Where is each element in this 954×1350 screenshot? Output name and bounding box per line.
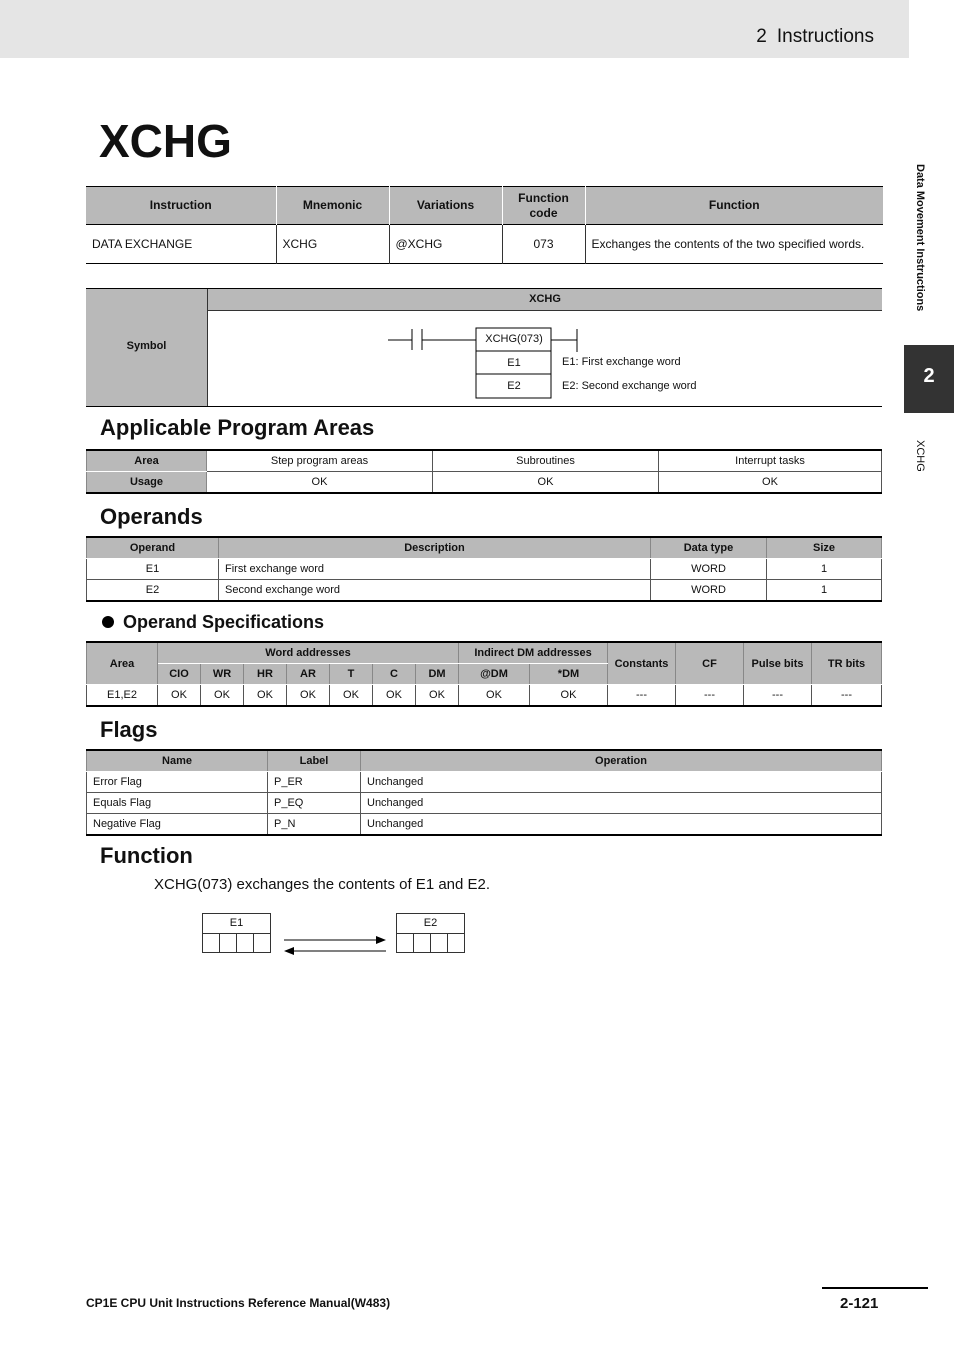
areas-row-header-area: Area xyxy=(87,450,207,472)
page-title: XCHG xyxy=(99,115,232,167)
spec-cell: E1,E2 xyxy=(87,685,158,707)
usage-interrupt-tasks: OK xyxy=(659,472,882,494)
table-row xyxy=(87,685,882,707)
flag-name: Negative Flag xyxy=(87,814,268,836)
diagram-e2-box xyxy=(396,913,465,953)
operand-data-type: WORD xyxy=(651,559,767,580)
table-row xyxy=(87,772,882,793)
symbol-label: Symbol xyxy=(126,340,167,352)
spec-sub-star-dm: *DM xyxy=(530,664,608,685)
flag-name: Equals Flag xyxy=(87,793,268,814)
chapter-title: Instructions xyxy=(776,26,874,47)
diagram-e1-box xyxy=(202,913,271,953)
function-description: XCHG(073) exchanges the contents of E1 and E2. xyxy=(154,876,491,893)
spec-cell: --- xyxy=(676,685,744,707)
chapter-number: 2 xyxy=(756,26,767,47)
operands-header-operand: Operand xyxy=(87,537,219,559)
footer-rule xyxy=(822,1287,928,1289)
cell-function-code: 073 xyxy=(502,225,585,264)
flags-header-name: Name xyxy=(87,750,268,772)
diagram-e1-label: E1 xyxy=(203,914,270,934)
operand-e2-description: E2: Second exchange word xyxy=(562,380,697,392)
spec-sub-ar: AR xyxy=(287,664,330,685)
flags-table xyxy=(86,749,882,836)
flags-header-label: Label xyxy=(268,750,361,772)
cell-instruction: DATA EXCHANGE xyxy=(86,225,276,264)
usage-step-program: OK xyxy=(207,472,433,494)
spec-cell: --- xyxy=(744,685,812,707)
chapter-header xyxy=(756,26,874,48)
header-variations: Variations xyxy=(389,187,502,225)
spec-cell: OK xyxy=(244,685,287,707)
flags-header-operation: Operation xyxy=(361,750,882,772)
flag-operation: Unchanged xyxy=(361,814,882,836)
instruction-box-title: XCHG(073) xyxy=(485,333,543,345)
spec-cell: OK xyxy=(459,685,530,707)
spec-cell: OK xyxy=(201,685,244,707)
spec-sub-t: T xyxy=(330,664,373,685)
spec-header-tr-bits: TR bits xyxy=(812,642,882,685)
spec-sub-at-dm: @DM xyxy=(459,664,530,685)
operand-description: First exchange word xyxy=(219,559,651,580)
cell-mnemonic: XCHG xyxy=(276,225,389,264)
side-section-label xyxy=(912,164,932,344)
usage-subroutines: OK xyxy=(433,472,659,494)
footer-page-number: 2-121 xyxy=(840,1295,879,1312)
operand-size: 1 xyxy=(767,559,882,580)
spec-cell: --- xyxy=(812,685,882,707)
areas-row-header-usage: Usage xyxy=(87,472,207,494)
spec-header-constants: Constants xyxy=(608,642,676,685)
symbol-header: XCHG xyxy=(208,289,882,311)
chapter-tab: 2 xyxy=(904,345,954,413)
operands-header-description: Description xyxy=(219,537,651,559)
spec-cell: OK xyxy=(158,685,201,707)
flag-operation: Unchanged xyxy=(361,793,882,814)
header-function-code: Function code xyxy=(502,187,585,225)
spec-sub-c: C xyxy=(373,664,416,685)
spec-header-pulse-bits: Pulse bits xyxy=(744,642,812,685)
flag-name: Error Flag xyxy=(87,772,268,793)
spec-cell: --- xyxy=(608,685,676,707)
flag-label: P_EQ xyxy=(268,793,361,814)
spec-cell: OK xyxy=(416,685,459,707)
section-operands: Operands xyxy=(100,504,203,529)
spec-sub-wr: WR xyxy=(201,664,244,685)
spec-cell: OK xyxy=(530,685,608,707)
instruction-table xyxy=(86,186,883,264)
operand-e1: E1 xyxy=(507,357,521,369)
spec-header-area: Area xyxy=(87,642,158,685)
header-mnemonic: Mnemonic xyxy=(276,187,389,225)
spec-header-cf: CF xyxy=(676,642,744,685)
operand-name: E2 xyxy=(87,580,219,602)
spec-cell: OK xyxy=(373,685,416,707)
diagram-e2-label: E2 xyxy=(397,914,464,934)
spec-sub-cio: CIO xyxy=(158,664,201,685)
program-areas-table xyxy=(86,449,882,494)
cell-variations: @XCHG xyxy=(389,225,502,264)
operand-description: Second exchange word xyxy=(219,580,651,602)
spec-header-word-addresses: Word addresses xyxy=(158,642,459,664)
flag-operation: Unchanged xyxy=(361,772,882,793)
areas-step-program: Step program areas xyxy=(207,450,433,472)
spec-sub-hr: HR xyxy=(244,664,287,685)
operand-e2: E2 xyxy=(507,380,521,392)
cell-function: Exchanges the contents of the two specified words. xyxy=(585,225,883,264)
table-row xyxy=(87,580,882,602)
footer-manual-title: CP1E CPU Unit Instructions Reference Manual(W483) xyxy=(86,1296,391,1310)
header-instruction: Instruction xyxy=(86,187,276,225)
table-row xyxy=(87,793,882,814)
side-instruction-text: XCHG xyxy=(914,440,926,472)
operands-table xyxy=(86,536,882,602)
symbol-box xyxy=(86,288,882,407)
bullet-icon xyxy=(102,616,114,628)
table-row xyxy=(87,814,882,836)
subsection-operand-specifications: Operand Specifications xyxy=(123,612,325,632)
side-instruction-label xyxy=(912,440,932,500)
areas-interrupt-tasks: Interrupt tasks xyxy=(659,450,882,472)
side-section-text: Data Movement Instructions xyxy=(914,164,926,312)
section-applicable-program-areas: Applicable Program Areas xyxy=(100,415,375,440)
spec-sub-dm: DM xyxy=(416,664,459,685)
operands-header-data-type: Data type xyxy=(651,537,767,559)
operand-size: 1 xyxy=(767,580,882,602)
spec-cell: OK xyxy=(330,685,373,707)
section-flags: Flags xyxy=(100,717,158,742)
header-function: Function xyxy=(585,187,883,225)
operand-name: E1 xyxy=(87,559,219,580)
operand-e1-description: E1: First exchange word xyxy=(562,356,681,368)
spec-header-indirect-dm: Indirect DM addresses xyxy=(459,642,608,664)
exchange-arrows-icon xyxy=(276,928,396,958)
table-row xyxy=(87,559,882,580)
operands-header-size: Size xyxy=(767,537,882,559)
flag-label: P_ER xyxy=(268,772,361,793)
operand-data-type: WORD xyxy=(651,580,767,602)
operand-specifications-table xyxy=(86,641,882,707)
spec-cell: OK xyxy=(287,685,330,707)
flag-label: P_N xyxy=(268,814,361,836)
areas-subroutines: Subroutines xyxy=(433,450,659,472)
section-function: Function xyxy=(100,843,193,868)
